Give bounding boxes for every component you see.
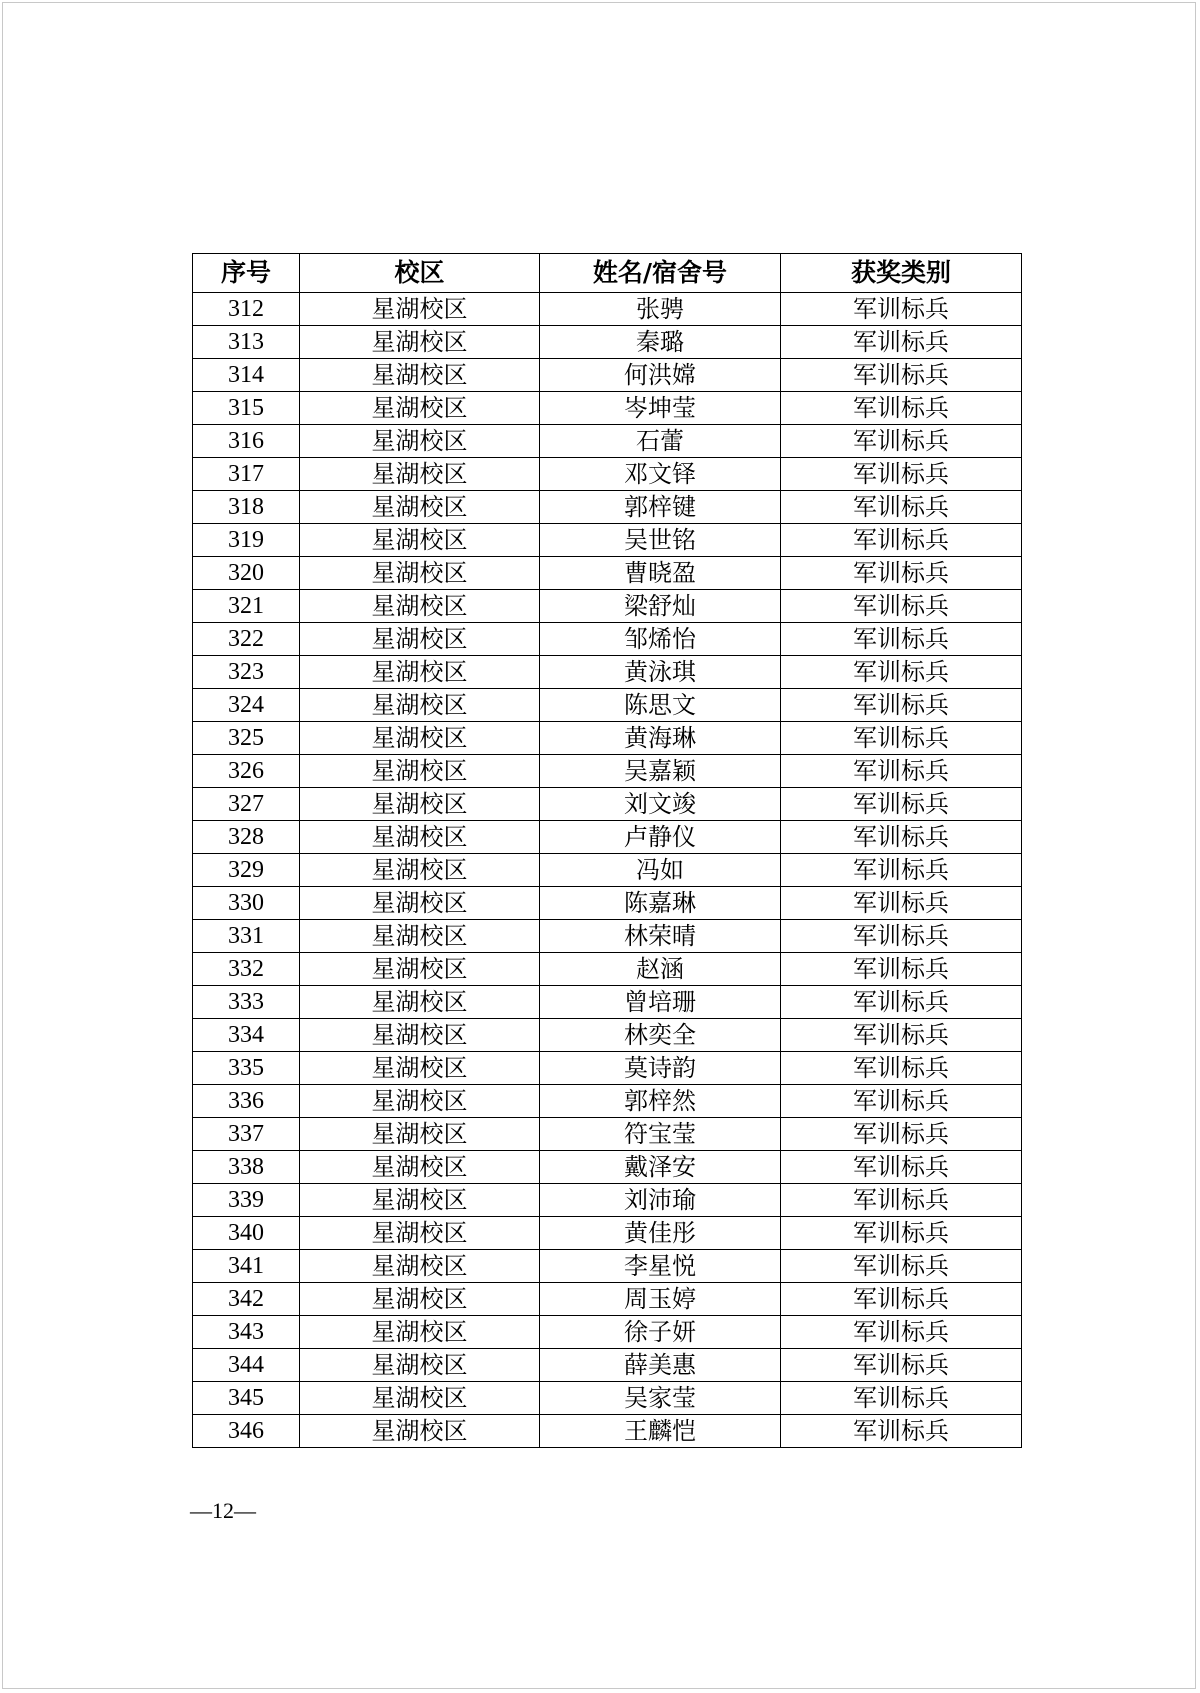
cell-seq: 334: [193, 1019, 300, 1052]
cell-name: 林荣晴: [540, 920, 781, 953]
table-row: [193, 392, 1022, 425]
cell-seq: 312: [193, 293, 300, 326]
cell-seq: 345: [193, 1382, 300, 1415]
cell-campus: 星湖校区: [300, 392, 540, 425]
cell-campus: 星湖校区: [300, 1382, 540, 1415]
cell-name: 陈思文: [540, 689, 781, 722]
cell-award: 军训标兵: [781, 788, 1022, 821]
cell-name: 黄泳琪: [540, 656, 781, 689]
page-number: —12—: [190, 1498, 256, 1523]
table-row: [193, 722, 1022, 755]
cell-campus: 星湖校区: [300, 1349, 540, 1382]
cell-seq: 333: [193, 986, 300, 1019]
cell-award: 军训标兵: [781, 1283, 1022, 1316]
cell-award: 军训标兵: [781, 1250, 1022, 1283]
table-header-row: [193, 254, 1022, 293]
cell-campus: 星湖校区: [300, 755, 540, 788]
cell-seq: 324: [193, 689, 300, 722]
cell-award: 军训标兵: [781, 986, 1022, 1019]
cell-name: 黄海琳: [540, 722, 781, 755]
cell-award: 军训标兵: [781, 821, 1022, 854]
cell-campus: 星湖校区: [300, 524, 540, 557]
cell-award: 军训标兵: [781, 1349, 1022, 1382]
cell-award: 军训标兵: [781, 425, 1022, 458]
cell-name: 戴泽安: [540, 1151, 781, 1184]
cell-name: 薛美惠: [540, 1349, 781, 1382]
cell-campus: 星湖校区: [300, 887, 540, 920]
cell-name: 岑坤莹: [540, 392, 781, 425]
cell-campus: 星湖校区: [300, 953, 540, 986]
cell-campus: 星湖校区: [300, 656, 540, 689]
table-row: [193, 1316, 1022, 1349]
cell-campus: 星湖校区: [300, 293, 540, 326]
cell-campus: 星湖校区: [300, 788, 540, 821]
cell-campus: 星湖校区: [300, 821, 540, 854]
cell-campus: 星湖校区: [300, 1415, 540, 1448]
cell-award: 军训标兵: [781, 293, 1022, 326]
cell-name: 吴嘉颖: [540, 755, 781, 788]
cell-award: 军训标兵: [781, 557, 1022, 590]
table-row: [193, 887, 1022, 920]
cell-seq: 319: [193, 524, 300, 557]
cell-award: 军训标兵: [781, 722, 1022, 755]
cell-name: 郭梓然: [540, 1085, 781, 1118]
cell-award: 军训标兵: [781, 1217, 1022, 1250]
table-row: [193, 1217, 1022, 1250]
cell-award: 军训标兵: [781, 1415, 1022, 1448]
cell-seq: 332: [193, 953, 300, 986]
cell-seq: 328: [193, 821, 300, 854]
cell-name: 刘沛瑜: [540, 1184, 781, 1217]
cell-award: 军训标兵: [781, 491, 1022, 524]
cell-name: 邓文铎: [540, 458, 781, 491]
table-row: [193, 1250, 1022, 1283]
cell-seq: 327: [193, 788, 300, 821]
cell-seq: 341: [193, 1250, 300, 1283]
cell-seq: 336: [193, 1085, 300, 1118]
cell-award: 军训标兵: [781, 1019, 1022, 1052]
cell-award: 军训标兵: [781, 392, 1022, 425]
cell-seq: 313: [193, 326, 300, 359]
table-row: [193, 821, 1022, 854]
cell-award: 军训标兵: [781, 755, 1022, 788]
cell-award: 军训标兵: [781, 359, 1022, 392]
cell-seq: 346: [193, 1415, 300, 1448]
cell-award: 军训标兵: [781, 1085, 1022, 1118]
table-row: [193, 953, 1022, 986]
cell-seq: 326: [193, 755, 300, 788]
table-row: [193, 920, 1022, 953]
table-row: [193, 755, 1022, 788]
cell-name: 秦璐: [540, 326, 781, 359]
cell-seq: 316: [193, 425, 300, 458]
cell-name: 赵涵: [540, 953, 781, 986]
cell-award: 军训标兵: [781, 1052, 1022, 1085]
cell-name: 陈嘉琳: [540, 887, 781, 920]
cell-seq: 342: [193, 1283, 300, 1316]
cell-name: 邹烯怡: [540, 623, 781, 656]
cell-award: 军训标兵: [781, 920, 1022, 953]
cell-seq: 331: [193, 920, 300, 953]
cell-seq: 339: [193, 1184, 300, 1217]
cell-name: 卢静仪: [540, 821, 781, 854]
table-row: [193, 1184, 1022, 1217]
cell-name: 何洪嫦: [540, 359, 781, 392]
cell-campus: 星湖校区: [300, 1283, 540, 1316]
cell-award: 军训标兵: [781, 1316, 1022, 1349]
cell-campus: 星湖校区: [300, 590, 540, 623]
cell-campus: 星湖校区: [300, 491, 540, 524]
cell-award: 军训标兵: [781, 524, 1022, 557]
table-row: [193, 854, 1022, 887]
cell-campus: 星湖校区: [300, 1118, 540, 1151]
header-name-dorm: 姓名/宿舍号: [540, 254, 781, 293]
cell-award: 军训标兵: [781, 1151, 1022, 1184]
cell-name: 冯如: [540, 854, 781, 887]
cell-award: 军训标兵: [781, 689, 1022, 722]
table-row: [193, 1415, 1022, 1448]
table-row: [193, 656, 1022, 689]
cell-campus: 星湖校区: [300, 854, 540, 887]
cell-award: 军训标兵: [781, 656, 1022, 689]
cell-seq: 317: [193, 458, 300, 491]
cell-campus: 星湖校区: [300, 458, 540, 491]
cell-campus: 星湖校区: [300, 425, 540, 458]
cell-campus: 星湖校区: [300, 326, 540, 359]
cell-name: 王麟恺: [540, 1415, 781, 1448]
cell-award: 军训标兵: [781, 1184, 1022, 1217]
cell-campus: 星湖校区: [300, 359, 540, 392]
cell-campus: 星湖校区: [300, 623, 540, 656]
cell-award: 军训标兵: [781, 326, 1022, 359]
cell-campus: 星湖校区: [300, 1019, 540, 1052]
table-row: [193, 359, 1022, 392]
cell-campus: 星湖校区: [300, 557, 540, 590]
cell-seq: 325: [193, 722, 300, 755]
cell-award: 军训标兵: [781, 458, 1022, 491]
cell-seq: 343: [193, 1316, 300, 1349]
cell-name: 张骋: [540, 293, 781, 326]
table-row: [193, 1118, 1022, 1151]
cell-award: 军训标兵: [781, 887, 1022, 920]
award-list-table: [192, 253, 1022, 1448]
table-row: [193, 1382, 1022, 1415]
cell-award: 军训标兵: [781, 953, 1022, 986]
cell-award: 军训标兵: [781, 1118, 1022, 1151]
cell-seq: 321: [193, 590, 300, 623]
cell-seq: 329: [193, 854, 300, 887]
cell-name: 吴世铭: [540, 524, 781, 557]
cell-seq: 323: [193, 656, 300, 689]
header-seq: 序号: [193, 254, 300, 293]
table-row: [193, 458, 1022, 491]
cell-campus: 星湖校区: [300, 1151, 540, 1184]
cell-seq: 338: [193, 1151, 300, 1184]
cell-campus: 星湖校区: [300, 689, 540, 722]
header-award-category: 获奖类别: [781, 254, 1022, 293]
cell-seq: 330: [193, 887, 300, 920]
table-row: [193, 524, 1022, 557]
table-row: [193, 788, 1022, 821]
cell-seq: 337: [193, 1118, 300, 1151]
table-row: [193, 1349, 1022, 1382]
table-row: [193, 689, 1022, 722]
table-row: [193, 1052, 1022, 1085]
table-row: [193, 326, 1022, 359]
cell-seq: 322: [193, 623, 300, 656]
cell-award: 军训标兵: [781, 854, 1022, 887]
cell-seq: 315: [193, 392, 300, 425]
table-row: [193, 1019, 1022, 1052]
cell-name: 黄佳彤: [540, 1217, 781, 1250]
cell-name: 林奕全: [540, 1019, 781, 1052]
cell-campus: 星湖校区: [300, 1085, 540, 1118]
cell-name: 曹晓盈: [540, 557, 781, 590]
cell-name: 郭梓键: [540, 491, 781, 524]
table-row: [193, 425, 1022, 458]
cell-seq: 318: [193, 491, 300, 524]
cell-award: 军训标兵: [781, 623, 1022, 656]
cell-campus: 星湖校区: [300, 1250, 540, 1283]
table-row: [193, 293, 1022, 326]
cell-seq: 335: [193, 1052, 300, 1085]
cell-name: 莫诗韵: [540, 1052, 781, 1085]
table-row: [193, 590, 1022, 623]
table-row: [193, 986, 1022, 1019]
table-row: [193, 1283, 1022, 1316]
table-row: [193, 557, 1022, 590]
cell-name: 曾培珊: [540, 986, 781, 1019]
cell-campus: 星湖校区: [300, 920, 540, 953]
cell-seq: 340: [193, 1217, 300, 1250]
header-campus: 校区: [300, 254, 540, 293]
cell-campus: 星湖校区: [300, 1052, 540, 1085]
cell-name: 梁舒灿: [540, 590, 781, 623]
cell-name: 徐子妍: [540, 1316, 781, 1349]
cell-award: 军训标兵: [781, 590, 1022, 623]
cell-campus: 星湖校区: [300, 1184, 540, 1217]
cell-name: 符宝莹: [540, 1118, 781, 1151]
cell-award: 军训标兵: [781, 1382, 1022, 1415]
cell-name: 周玉婷: [540, 1283, 781, 1316]
table-row: [193, 491, 1022, 524]
cell-name: 刘文竣: [540, 788, 781, 821]
cell-campus: 星湖校区: [300, 986, 540, 1019]
cell-name: 吴家莹: [540, 1382, 781, 1415]
table-row: [193, 1151, 1022, 1184]
cell-name: 李星悦: [540, 1250, 781, 1283]
cell-seq: 344: [193, 1349, 300, 1382]
table-row: [193, 623, 1022, 656]
table-row: [193, 1085, 1022, 1118]
cell-campus: 星湖校区: [300, 1217, 540, 1250]
cell-seq: 320: [193, 557, 300, 590]
cell-campus: 星湖校区: [300, 1316, 540, 1349]
cell-seq: 314: [193, 359, 300, 392]
cell-campus: 星湖校区: [300, 722, 540, 755]
cell-name: 石蕾: [540, 425, 781, 458]
